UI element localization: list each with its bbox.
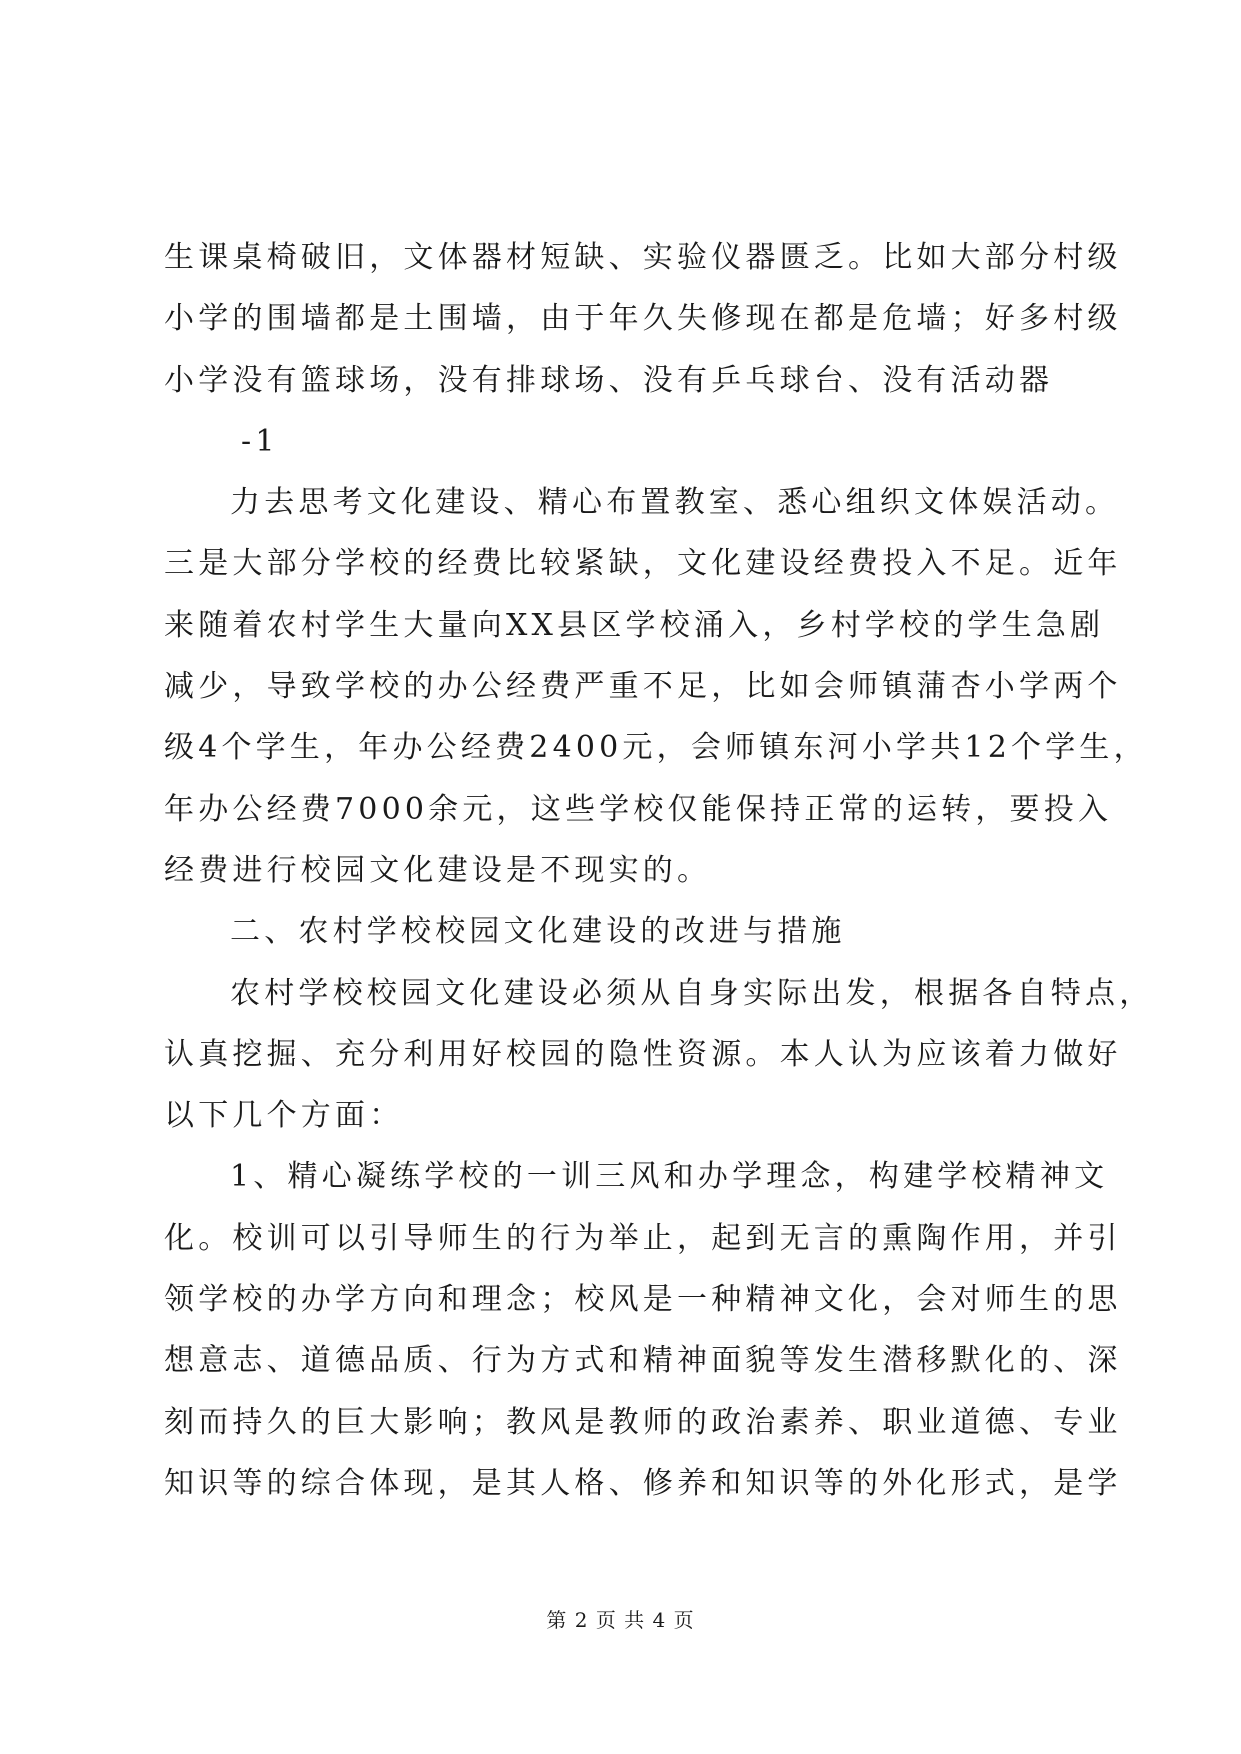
paragraph-line: 来随着农村学生大量向XX县区学校涌入，乡村学校的学生急剧 <box>164 607 1105 643</box>
paragraph-line: 小学没有篮球场，没有排球场、没有乒乓球台、没有活动器 <box>164 362 1054 398</box>
paragraph-line: 减少，导致学校的办公经费严重不足，比如会师镇蒲杏小学两个 <box>164 669 1122 705</box>
section-heading: 二、农村学校校园文化建设的改进与措施 <box>230 914 846 950</box>
paragraph-line: 年办公经费7000余元，这些学校仅能保持正常的运转，要投入 <box>164 791 1113 827</box>
page-footer: 第 2 页 共 4 页 <box>546 1608 695 1632</box>
inline-page-marker: -1 <box>241 423 279 459</box>
paragraph-line: 想意志、道德品质、行为方式和精神面貌等发生潜移默化的、深 <box>164 1343 1122 1379</box>
paragraph-line: 经费进行校园文化建设是不现实的。 <box>164 852 712 888</box>
paragraph-line: 级4个学生，年办公经费2400元，会师镇东河小学共12个学生， <box>164 730 1148 766</box>
paragraph-line: 生课桌椅破旧，文体器材短缺、实验仪器匮乏。比如大部分村级 <box>164 240 1122 275</box>
paragraph-line: 领学校的办学方向和理念；校风是一种精神文化，会对师生的思 <box>164 1282 1122 1318</box>
paragraph-line: 以下几个方面： <box>164 1098 404 1134</box>
body-text <box>164 227 1154 1514</box>
paragraph-line: 力去思考文化建设、精心布置教室、悉心组织文体娱活动。 <box>230 485 1120 521</box>
paragraph-line: 小学的围墙都是土围墙，由于年久失修现在都是危墙；好多村级 <box>164 301 1122 337</box>
paragraph-line: 化。校训可以引导师生的行为举止，起到无言的熏陶作用，并引 <box>164 1220 1122 1256</box>
paragraph-line: 1、精心凝练学校的一训三风和办学理念，构建学校精神文 <box>230 1159 1109 1195</box>
paragraph-line: 认真挖掘、充分利用好校园的隐性资源。本人认为应该着力做好 <box>164 1036 1122 1072</box>
paragraph-line: 农村学校校园文化建设必须从自身实际出发，根据各自特点， <box>230 975 1154 1011</box>
paragraph-line: 刻而持久的巨大影响；教风是教师的政治素养、职业道德、专业 <box>164 1404 1122 1440</box>
paragraph-line: 三是大部分学校的经费比较紧缺，文化建设经费投入不足。近年 <box>164 546 1122 582</box>
paragraph-line: 知识等的综合体现，是其人格、修养和知识等的外化形式，是学 <box>164 1465 1122 1501</box>
